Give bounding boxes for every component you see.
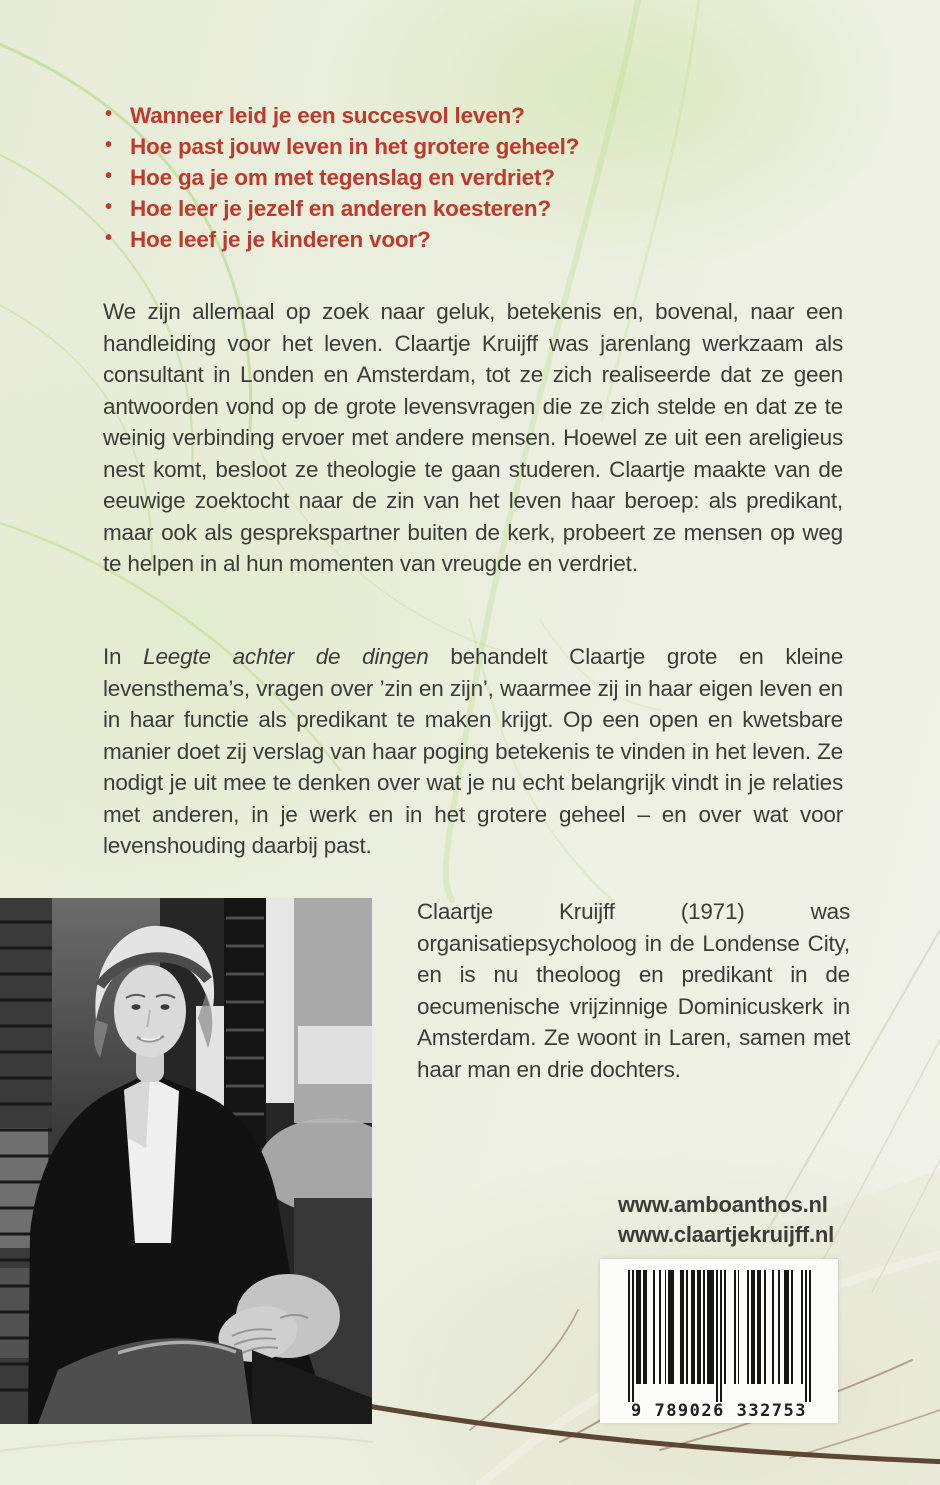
question-item [103,131,683,162]
question-item [103,100,683,131]
isbn-number: 9 789026 332753 [630,1401,808,1421]
bullet-icon: • [105,103,112,125]
barcode [600,1259,838,1423]
publisher-url: www.amboanthos.nl [618,1192,828,1217]
question-item [103,193,683,224]
description-before-title: In [103,644,144,669]
intro-paragraph: We zijn allemaal op zoek naar geluk, betekenis en, bovenal, naar een handleiding voor het leven. Claartje Kruijff was jarenlang werkzaam als consultant in Londen en Amsterdam, tot ze zich realiseerde dat ze geen antwoorden vond op de grote levensvragen die ze zich stelde en dat ze te weinig verbinding ervoer met andere mensen. Hoewel ze uit een areligieus nest komt, besloot ze theologie te gaan studeren. Claartje maakte van de eeuwige zoektocht naar de zin van het leven haar beroep: als predikant, maar ook als gesprekspartner buiten de kerk, probeert ze mensen op weg te helpen in al hun momenten van vreugde en verdriet. [103,299,843,576]
book-title-italic: Leegte achter de dingen [143,644,429,669]
author-url: www.claartjekruijff.nl [618,1222,835,1247]
bullet-icon: • [105,165,112,187]
barcode-bars [628,1270,810,1402]
author-photo [0,898,372,1424]
bullet-icon: • [105,196,112,218]
bullet-icon: • [105,134,112,156]
author-bio: Claartje Kruijff (1971) was organisatiepsycholoog in de Londense City, en is nu theoloog en predikant in de oecumenische vrijzinnige Dominicuskerk in Amsterdam. Ze woont in Laren, samen met haar man en drie dochters. [417,899,850,1082]
question-text: Hoe ga je om met tegenslag en verdriet? [130,165,555,190]
question-text: Hoe leef je je kinderen voor? [130,227,431,252]
question-item [103,162,683,193]
question-text: Hoe past jouw leven in het grotere geheel? [130,134,580,159]
question-text: Wanneer leid je een succesvol leven? [130,103,525,128]
book-description-paragraph [103,641,843,862]
question-text: Hoe leer je jezelf en anderen koesteren? [130,196,551,221]
question-list [103,100,683,255]
bullet-icon: • [105,227,112,249]
question-item [103,224,683,255]
website-links [618,1190,834,1250]
description-after-title: behandelt Claartje grote en kleine levensthema’s, vragen over ’zin en zijn’, waarmee zij in haar eigen leven en in haar functie als predikant te maken krijgt. Op een open en kwetsbare manier doet zij verslag van haar poging betekenis te vinden in het leven. Ze nodigt je uit mee te denken over wat je nu echt belangrijk vindt in je relaties met anderen, in je werk en in het grotere geheel – en over wat voor levenshouding daarbij past. [103,644,844,858]
